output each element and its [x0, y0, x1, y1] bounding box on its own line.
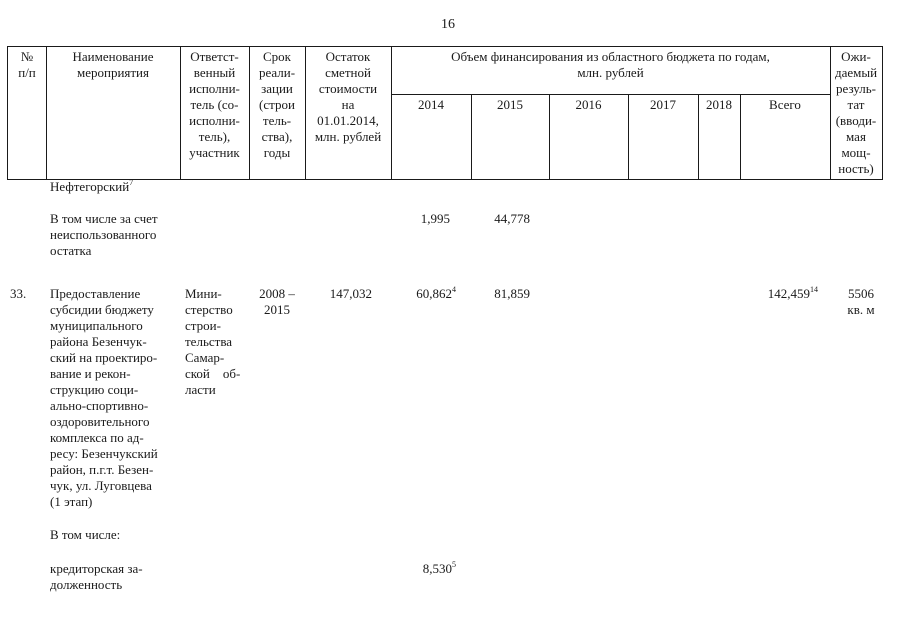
header-responsible: Ответст- венный исполни- тель (со- исполни- тель), участник — [189, 49, 240, 160]
row-33-num: 33. — [10, 286, 27, 301]
row-debt-2014: 8,530$^5$ — [422, 559, 456, 576]
row-unused-balance-name: В том числе за счет неиспользованного остатка — [50, 211, 158, 258]
header-year-2014: 2014 — [418, 97, 444, 112]
page-number: 16 — [441, 17, 455, 32]
footnote-mark: 7 — [129, 177, 134, 187]
row-unused-balance-2014: 1,995 — [420, 211, 450, 226]
header-expected: Ожи- даемый резуль- тат (вводи- мая мощ- ность) — [834, 49, 878, 176]
header-funding-title: Объем финансирования из областного бюджета по годам, млн. рублей — [451, 49, 770, 80]
row-33-term: 2008 – 2015 — [259, 286, 295, 317]
row-33-2015: 81,859 — [494, 286, 530, 301]
header-num: № п/п — [18, 49, 36, 80]
row-33-expected: 5506 кв. м — [847, 286, 875, 317]
row-33-name: Предоставление субсидии бюджету муниципального района Безенчук- ский на проектиро- вание и рекон- струкцию соци- ально-спортивно- оздоровительного комплекса по ад- ресу: Безенчукский район, п.г.т. Безен- чук, ул. Луговцева (1 этап) — [50, 286, 158, 509]
header-year-2015: 2015 — [497, 97, 523, 112]
row-33-responsible: Мини- стерство строи- тельства Самар- ской об- ласти — [185, 286, 241, 397]
header-year-2018: 2018 — [706, 97, 732, 112]
header-balance: Остаток сметной стоимости на 01.01.2014, млн. рублей — [314, 49, 382, 144]
footnote-mark: 14 — [810, 284, 818, 294]
header-year-2017: 2017 — [650, 97, 676, 112]
footnote-mark: 5 — [452, 559, 456, 569]
row-unused-balance-2015: 44,778 — [494, 211, 530, 226]
header-term: Срок реали- зации (строи тель- ства), годы — [258, 49, 296, 160]
row-debt-name: кредиторская за- долженность — [50, 561, 143, 592]
row-33-2014: 60,862$^4$ — [416, 284, 456, 301]
header-name: Наименование мероприятия — [72, 49, 154, 80]
footnote-mark: 4 — [452, 284, 456, 294]
header-year-2016: 2016 — [575, 97, 602, 112]
row-including-name: В том числе: — [50, 527, 121, 542]
row-neftegorsky-name: Нефтегорский$^7$ — [50, 177, 134, 194]
row-33-balance: 147,032 — [329, 286, 372, 301]
row-33-total: 142,459$^{14}$ — [767, 284, 818, 301]
header-total: Всего — [769, 97, 801, 112]
